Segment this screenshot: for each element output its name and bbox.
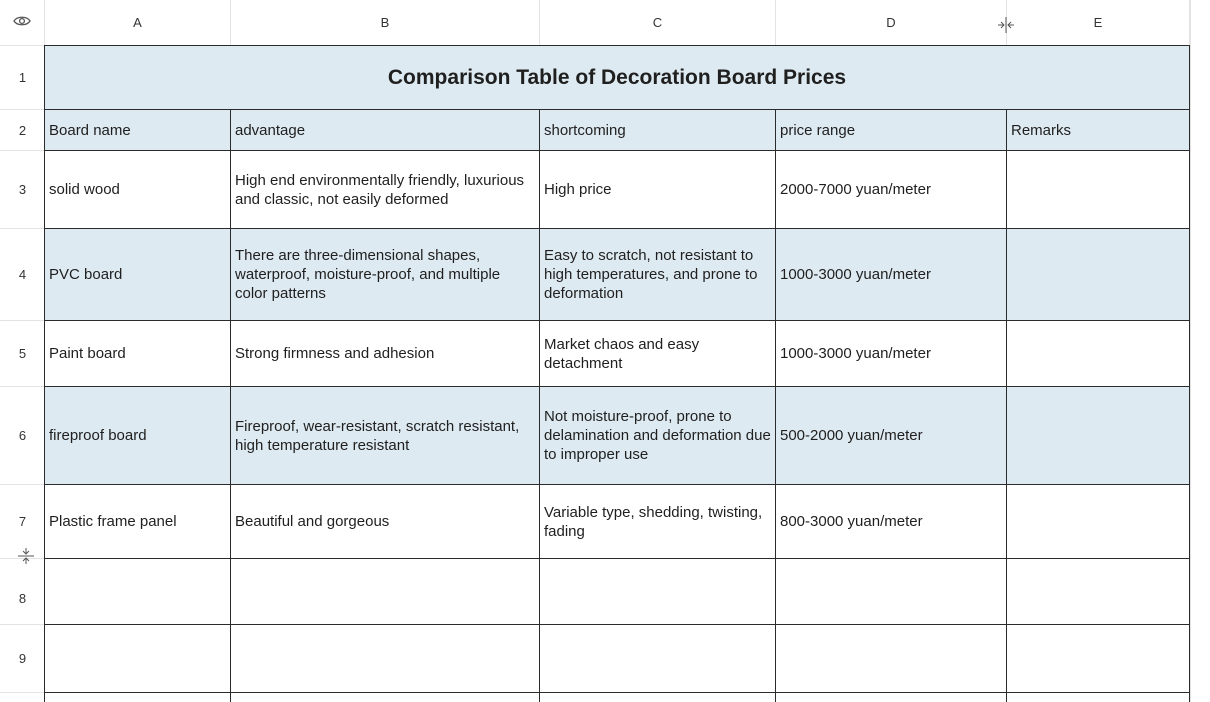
row-header-5[interactable]: 5	[0, 321, 45, 387]
cell-board-name[interactable]: solid wood	[45, 151, 231, 229]
cell-price-range[interactable]: 500-2000 yuan/meter	[776, 387, 1007, 485]
empty-cell[interactable]	[231, 625, 540, 693]
empty-cell[interactable]	[540, 693, 776, 702]
row-resize-icon[interactable]	[17, 547, 35, 570]
empty-cell[interactable]	[231, 693, 540, 702]
column-header-e[interactable]: E	[1007, 0, 1190, 46]
empty-cell[interactable]	[540, 559, 776, 625]
header-cell-shortcoming[interactable]: shortcoming	[540, 110, 776, 151]
column-resize-icon[interactable]	[996, 16, 1016, 39]
table-title-cell[interactable]	[45, 46, 1190, 110]
header-cell-board-name[interactable]: Board name	[45, 110, 231, 151]
empty-cell[interactable]	[45, 693, 231, 702]
cell-remarks[interactable]	[1007, 151, 1190, 229]
empty-cell[interactable]	[540, 625, 776, 693]
row-header-1[interactable]: 1	[0, 46, 45, 110]
column-header-overflow	[1190, 0, 1210, 702]
cell-advantage[interactable]: Fireproof, wear-resistant, scratch resistant, high temperature resistant	[231, 387, 540, 485]
row-header-3[interactable]: 3	[0, 151, 45, 229]
cell-price-range[interactable]: 1000-3000 yuan/meter	[776, 229, 1007, 321]
empty-cell[interactable]	[776, 693, 1007, 702]
row-header-7[interactable]: 7	[0, 485, 45, 559]
row-header-6[interactable]: 6	[0, 387, 45, 485]
cell-price-range[interactable]: 2000-7000 yuan/meter	[776, 151, 1007, 229]
cell-shortcoming[interactable]: Variable type, shedding, twisting, fading	[540, 485, 776, 559]
empty-cell[interactable]	[231, 559, 540, 625]
cell-remarks[interactable]	[1007, 229, 1190, 321]
select-all-corner[interactable]	[0, 0, 45, 46]
header-cell-price-range[interactable]: price range	[776, 110, 1007, 151]
eye-icon	[13, 14, 31, 32]
cell-remarks[interactable]	[1007, 321, 1190, 387]
row-header-8[interactable]: 8	[0, 559, 45, 625]
empty-cell[interactable]	[1007, 559, 1190, 625]
row-header-9[interactable]: 9	[0, 625, 45, 693]
cell-advantage[interactable]: There are three-dimensional shapes, waterproof, moisture-proof, and multiple color patterns	[231, 229, 540, 321]
empty-cell[interactable]	[776, 625, 1007, 693]
cell-shortcoming[interactable]: Market chaos and easy detachment	[540, 321, 776, 387]
empty-cell[interactable]	[776, 559, 1007, 625]
column-header-a[interactable]: A	[45, 0, 231, 46]
empty-cell[interactable]	[45, 559, 231, 625]
cell-shortcoming[interactable]: Not moisture-proof, prone to delamination and deformation due to improper use	[540, 387, 776, 485]
cell-shortcoming[interactable]: High price	[540, 151, 776, 229]
cell-shortcoming[interactable]: Easy to scratch, not resistant to high temperatures, and prone to deformation	[540, 229, 776, 321]
cell-advantage[interactable]: Beautiful and gorgeous	[231, 485, 540, 559]
cell-remarks[interactable]	[1007, 485, 1190, 559]
cell-board-name[interactable]: fireproof board	[45, 387, 231, 485]
cell-price-range[interactable]: 800-3000 yuan/meter	[776, 485, 1007, 559]
header-cell-remarks[interactable]: Remarks	[1007, 110, 1190, 151]
empty-cell[interactable]	[1007, 693, 1190, 702]
empty-cell[interactable]	[45, 625, 231, 693]
cell-board-name[interactable]: PVC board	[45, 229, 231, 321]
cell-remarks[interactable]	[1007, 387, 1190, 485]
cell-price-range[interactable]: 1000-3000 yuan/meter	[776, 321, 1007, 387]
cell-advantage[interactable]: High end environmentally friendly, luxurious and classic, not easily deformed	[231, 151, 540, 229]
cell-advantage[interactable]: Strong firmness and adhesion	[231, 321, 540, 387]
column-header-b[interactable]: B	[231, 0, 540, 46]
empty-cell[interactable]	[1007, 625, 1190, 693]
table-title: Comparison Table of Decoration Board Prices	[387, 65, 847, 89]
header-cell-advantage[interactable]: advantage	[231, 110, 540, 151]
column-header-c[interactable]: C	[540, 0, 776, 46]
column-header-d[interactable]: D	[776, 0, 1007, 46]
cell-board-name[interactable]: Paint board	[45, 321, 231, 387]
row-header-4[interactable]: 4	[0, 229, 45, 321]
cell-board-name[interactable]: Plastic frame panel	[45, 485, 231, 559]
row-header-2[interactable]: 2	[0, 110, 45, 151]
